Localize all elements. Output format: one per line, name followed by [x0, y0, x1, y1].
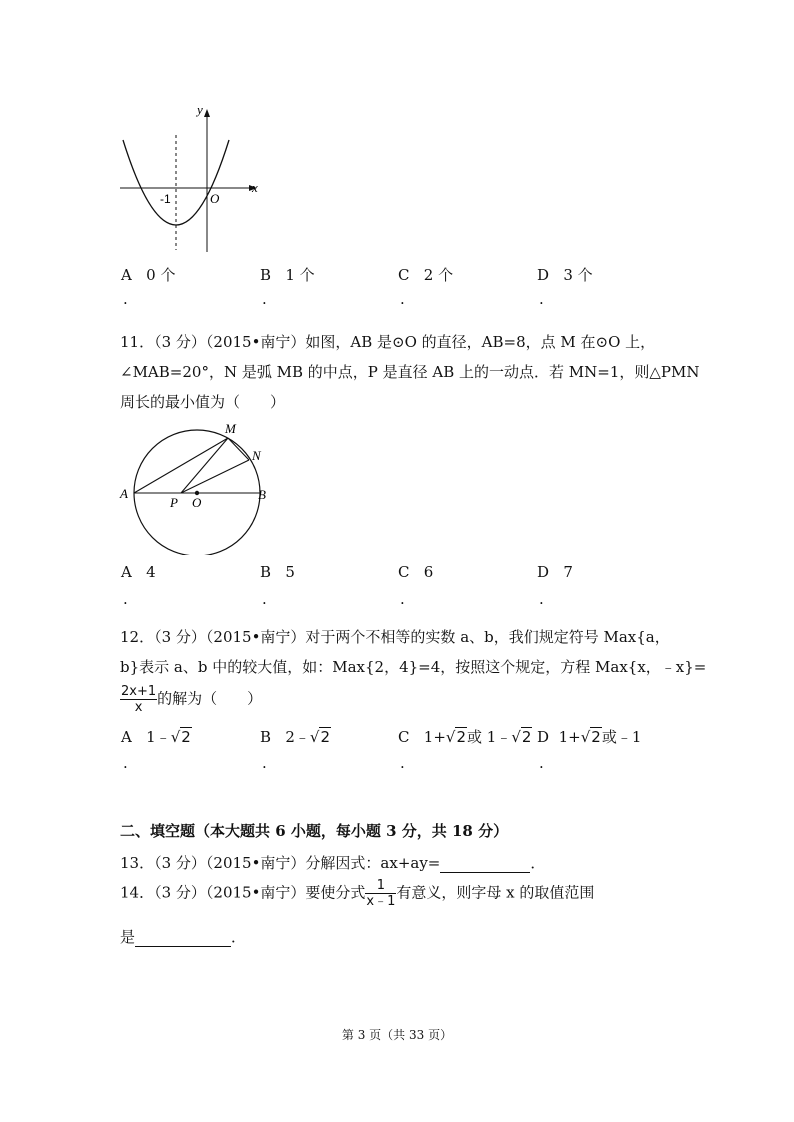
question-12-line-1: 12．（3 分）（2015•南宁）对于两个不相等的实数 a、b，我们规定符号 Max{a，: [120, 628, 670, 646]
page-footer: 第 3 页（共 33 页）: [341, 1028, 453, 1042]
answer-blank[interactable]: [440, 854, 530, 873]
option-d: D 1+√2或﹣1: [537, 728, 642, 746]
option-d: D 7: [537, 563, 573, 581]
option-b: B 1 个: [260, 266, 315, 284]
option-dot: .: [262, 590, 267, 608]
option-dot: .: [262, 754, 267, 772]
option-dot: .: [400, 290, 405, 308]
point-n-label: N: [252, 448, 261, 463]
option-c: C 6: [398, 563, 434, 581]
question-13: 13．（3 分）（2015•南宁）分解因式：ax+ay= ．: [120, 854, 546, 872]
parabola-figure: [115, 100, 265, 260]
option-dot: .: [539, 590, 544, 608]
point-o-label: O: [192, 495, 202, 510]
option-dot: .: [262, 290, 267, 308]
option-dot: .: [123, 590, 128, 608]
question-14-line-1: 14．（3 分）（2015•南宁）要使分式 $\frac{1}{x﹣1}$ 有意义，则字母 x 的取值范围: [120, 878, 595, 909]
point-p-label: P: [170, 495, 178, 510]
circle-figure: [115, 420, 285, 555]
option-c: C 1+√2或 1﹣√2: [398, 728, 532, 746]
option-a: A 1﹣√2: [121, 728, 191, 746]
point-m-label: M: [225, 421, 236, 436]
option-dot: .: [539, 754, 544, 772]
option-a: A 0 个: [121, 266, 176, 284]
x-axis-label: x: [252, 180, 258, 195]
option-a: A 4: [121, 563, 156, 581]
point-a-label: A: [120, 486, 128, 501]
option-dot: .: [400, 590, 405, 608]
option-b: B 2﹣√2: [260, 728, 330, 746]
origin-label: O: [210, 191, 220, 206]
tick-label: -1: [160, 192, 171, 206]
answer-blank[interactable]: [135, 928, 231, 947]
option-c: C 2 个: [398, 266, 454, 284]
question-12-line-2: b}表示 a、b 中的较大值，如：Max{2，4}=4，按照这个规定，方程 Max{x，﹣x}=: [120, 658, 707, 676]
question-12-line-3: $\frac{2x+1}{x}$ 的解为（ ）: [121, 684, 263, 715]
point-b-label: B: [258, 487, 266, 502]
option-dot: .: [123, 290, 128, 308]
fraction: $\frac{2x+1}{x}$: [121, 684, 157, 715]
option-d: D 3 个: [537, 266, 593, 284]
option-dot: .: [123, 754, 128, 772]
question-11-line-2: ∠MAB=20°，N 是弧 MB 的中点，P 是直径 AB 上的一动点．若 MN=1，则△PMN: [120, 363, 700, 381]
question-11-line-1: 11．（3 分）（2015•南宁）如图，AB 是⊙O 的直径，AB=8，点 M 在⊙O 上，: [120, 333, 656, 351]
question-11-line-3: 周长的最小值为（ ）: [120, 393, 286, 411]
y-axis-label: y: [197, 102, 203, 117]
option-dot: .: [400, 754, 405, 772]
option-b: B 5: [260, 563, 295, 581]
section-title: 二、填空题（本大题共 6 小题，每小题 3 分，共 18 分）: [120, 822, 509, 840]
question-14-line-2: 是 ．: [120, 928, 247, 946]
option-dot: .: [539, 290, 544, 308]
fraction: $\frac{1}{x﹣1}$: [366, 878, 396, 909]
